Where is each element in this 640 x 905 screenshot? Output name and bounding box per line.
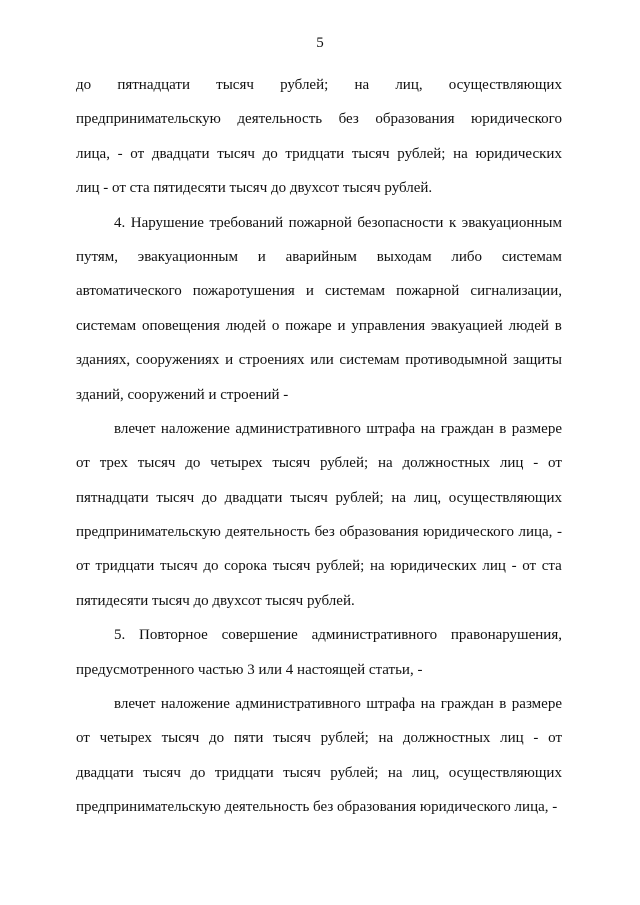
word: 4.: [114, 214, 126, 231]
word: тысяч: [159, 558, 198, 575]
text-line: [76, 348, 562, 382]
word: аварийным: [285, 248, 357, 265]
word: тысяч: [272, 558, 311, 575]
word: тридцати: [214, 764, 274, 781]
word: лиц: [499, 455, 524, 472]
text-line: [76, 589, 562, 623]
word: до: [209, 730, 225, 747]
word: на: [369, 558, 385, 575]
word: юридического: [471, 111, 562, 128]
word: административного: [311, 627, 438, 644]
word: рублей;: [316, 558, 365, 575]
word: двадцати: [76, 764, 134, 781]
paragraph: [76, 623, 562, 692]
word: от: [548, 730, 562, 747]
word: пожаре: [285, 317, 332, 334]
word: строениях: [238, 352, 305, 369]
word: тысяч: [272, 455, 311, 472]
word: тысяч: [143, 764, 181, 781]
word: до: [190, 764, 206, 781]
word: эвакуацией: [430, 317, 503, 334]
text-line: [76, 726, 562, 760]
word: пожарной: [396, 283, 460, 300]
word: осуществляющих: [448, 489, 562, 506]
word: штрафа: [366, 420, 416, 437]
word: от: [76, 730, 90, 747]
word: граждан: [440, 696, 494, 713]
word: предпринимательскую: [76, 524, 221, 541]
word: лиц: [482, 558, 506, 575]
word: на: [453, 145, 468, 162]
word: образования: [339, 524, 419, 541]
text-line: [76, 692, 562, 726]
word: предпринимательскую: [76, 111, 221, 128]
word: трех: [99, 455, 128, 472]
word: зданиях,: [76, 352, 131, 369]
word: должностных: [402, 455, 490, 472]
word: правонарушения,: [450, 627, 562, 644]
word: юридических: [475, 145, 562, 162]
word: административного: [235, 420, 361, 437]
word: рублей;: [280, 77, 329, 93]
word: на: [391, 489, 407, 506]
word: наложение: [160, 420, 230, 437]
text-line: [76, 211, 562, 245]
word: юридических: [390, 558, 477, 575]
word: без: [314, 524, 335, 541]
text-line: [76, 520, 562, 554]
word: защиты: [513, 352, 562, 369]
word: -: [533, 455, 539, 472]
word: пяти: [233, 730, 264, 747]
text-line: [76, 142, 562, 176]
word: и: [305, 283, 314, 300]
word: управления: [351, 317, 426, 334]
word: сорока: [224, 558, 268, 575]
word: рублей;: [335, 489, 384, 506]
paragraph: [76, 692, 562, 830]
text-line: [76, 486, 562, 520]
word: сигнализации,: [470, 283, 562, 300]
word: размере: [511, 420, 562, 437]
word: пожаротушения: [192, 283, 295, 300]
word: на: [377, 455, 393, 472]
word: штрафа: [366, 696, 416, 713]
word: влечет: [114, 420, 156, 437]
word: Повторное: [139, 627, 208, 644]
word: безопасности: [357, 214, 444, 231]
text-line: [76, 245, 562, 279]
word: в: [499, 420, 507, 437]
word: -: [556, 524, 562, 541]
word: сооружениях: [135, 352, 220, 369]
line-text: лиц - от ста пятидесяти тысяч до двухсот тысяч рублей.: [76, 180, 433, 197]
word: -: [511, 558, 517, 575]
word: тридцати: [95, 558, 155, 575]
word: лиц,: [412, 764, 440, 781]
word: лиц,: [413, 489, 442, 506]
word: системам: [339, 352, 400, 369]
word: граждан: [440, 420, 494, 437]
paragraph: [76, 211, 562, 417]
document-body: [76, 73, 562, 830]
word: путям,: [76, 248, 119, 265]
word: на: [378, 730, 394, 747]
word: тысяч: [283, 764, 321, 781]
word: выходам: [376, 248, 432, 265]
word: от: [76, 455, 90, 472]
text-line: [76, 176, 562, 210]
word: до: [185, 455, 201, 472]
line-text: предпринимательскую деятельность без образования юридического лица, -: [76, 799, 558, 816]
word: на: [420, 696, 436, 713]
word: либо: [451, 248, 483, 265]
word: о: [271, 317, 280, 334]
word: тридцати: [285, 145, 345, 162]
text-line: [76, 795, 562, 829]
word: эвакуационным: [137, 248, 238, 265]
word: 5.: [114, 627, 126, 644]
word: ста: [541, 558, 562, 575]
word: тысяч: [217, 145, 255, 162]
word: тысяч: [156, 489, 195, 506]
text-line: [76, 761, 562, 795]
word: тысяч: [351, 145, 390, 162]
text-line: [76, 623, 562, 657]
text-line: [76, 554, 562, 588]
text-line: [76, 73, 562, 107]
paragraph: [76, 73, 562, 211]
word: тысяч: [273, 730, 311, 747]
word: четырех: [99, 730, 152, 747]
word: совершение: [221, 627, 298, 644]
word: двадцати: [151, 145, 210, 162]
word: лиц,: [395, 77, 423, 93]
word: размере: [511, 696, 562, 713]
word: деятельность: [225, 524, 311, 541]
text-line: [76, 314, 562, 348]
word: от: [130, 145, 145, 162]
word: до: [203, 558, 219, 575]
word: и: [257, 248, 266, 265]
word: к: [448, 214, 457, 231]
word: в: [499, 696, 507, 713]
text-line: [76, 279, 562, 313]
line-text: зданий, сооружений и строений -: [76, 386, 289, 403]
word: без: [338, 111, 359, 128]
word: деятельность: [237, 111, 323, 128]
word: системам: [76, 317, 137, 334]
word: до: [262, 145, 278, 162]
word: от: [76, 558, 90, 575]
word: рублей;: [319, 455, 369, 472]
text-line: [76, 417, 562, 451]
word: рублей;: [397, 145, 446, 162]
word: юридического: [423, 524, 514, 541]
word: четырех: [210, 455, 263, 472]
word: от: [548, 455, 562, 472]
word: Нарушение: [130, 214, 204, 231]
word: тысяч: [137, 455, 176, 472]
word: лица,: [518, 524, 553, 541]
word: людей: [225, 317, 266, 334]
word: на: [354, 77, 370, 93]
word: или: [310, 352, 334, 369]
page-number: 5: [316, 35, 324, 51]
word: лица,: [76, 145, 110, 162]
word: осуществляющих: [448, 764, 562, 781]
word: на: [420, 420, 436, 437]
line-text: пятидесяти тысяч до двухсот тысяч рублей.: [76, 592, 355, 609]
word: должностных: [402, 730, 491, 747]
word: и: [337, 317, 346, 334]
word: системам: [324, 283, 386, 300]
word: двадцати: [224, 489, 283, 506]
word: до: [76, 77, 92, 93]
word: рублей;: [330, 764, 379, 781]
word: противодымной: [405, 352, 508, 369]
word: эвакуационным: [461, 214, 562, 231]
word: оповещения: [142, 317, 220, 334]
word: системам: [501, 248, 562, 265]
word: влечет: [114, 696, 156, 713]
text-line: [76, 383, 562, 417]
word: -: [117, 145, 123, 162]
word: автоматического: [76, 283, 182, 300]
word: тысяч: [216, 77, 254, 93]
word: на: [387, 764, 403, 781]
word: до: [201, 489, 217, 506]
word: в: [554, 317, 562, 334]
paragraph: [76, 417, 562, 623]
word: требований: [209, 214, 284, 231]
word: образования: [375, 111, 455, 128]
text-line: [76, 451, 562, 485]
word: рублей;: [320, 730, 369, 747]
word: тысяч: [290, 489, 328, 506]
line-text: предусмотренного частью 3 или 4 настоящей статьи, -: [76, 661, 423, 678]
word: пятнадцати: [117, 77, 190, 93]
word: людей: [508, 317, 549, 334]
word: и: [225, 352, 234, 369]
word: от: [522, 558, 537, 575]
text-line: [76, 658, 562, 692]
word: -: [533, 730, 539, 747]
word: пятнадцати: [76, 489, 149, 506]
word: тысяч: [161, 730, 200, 747]
text-line: [76, 107, 562, 141]
word: лиц: [500, 730, 524, 747]
word: административного: [235, 696, 361, 713]
word: наложение: [160, 696, 230, 713]
word: пожарной: [288, 214, 352, 231]
word: осуществляющих: [448, 77, 562, 93]
